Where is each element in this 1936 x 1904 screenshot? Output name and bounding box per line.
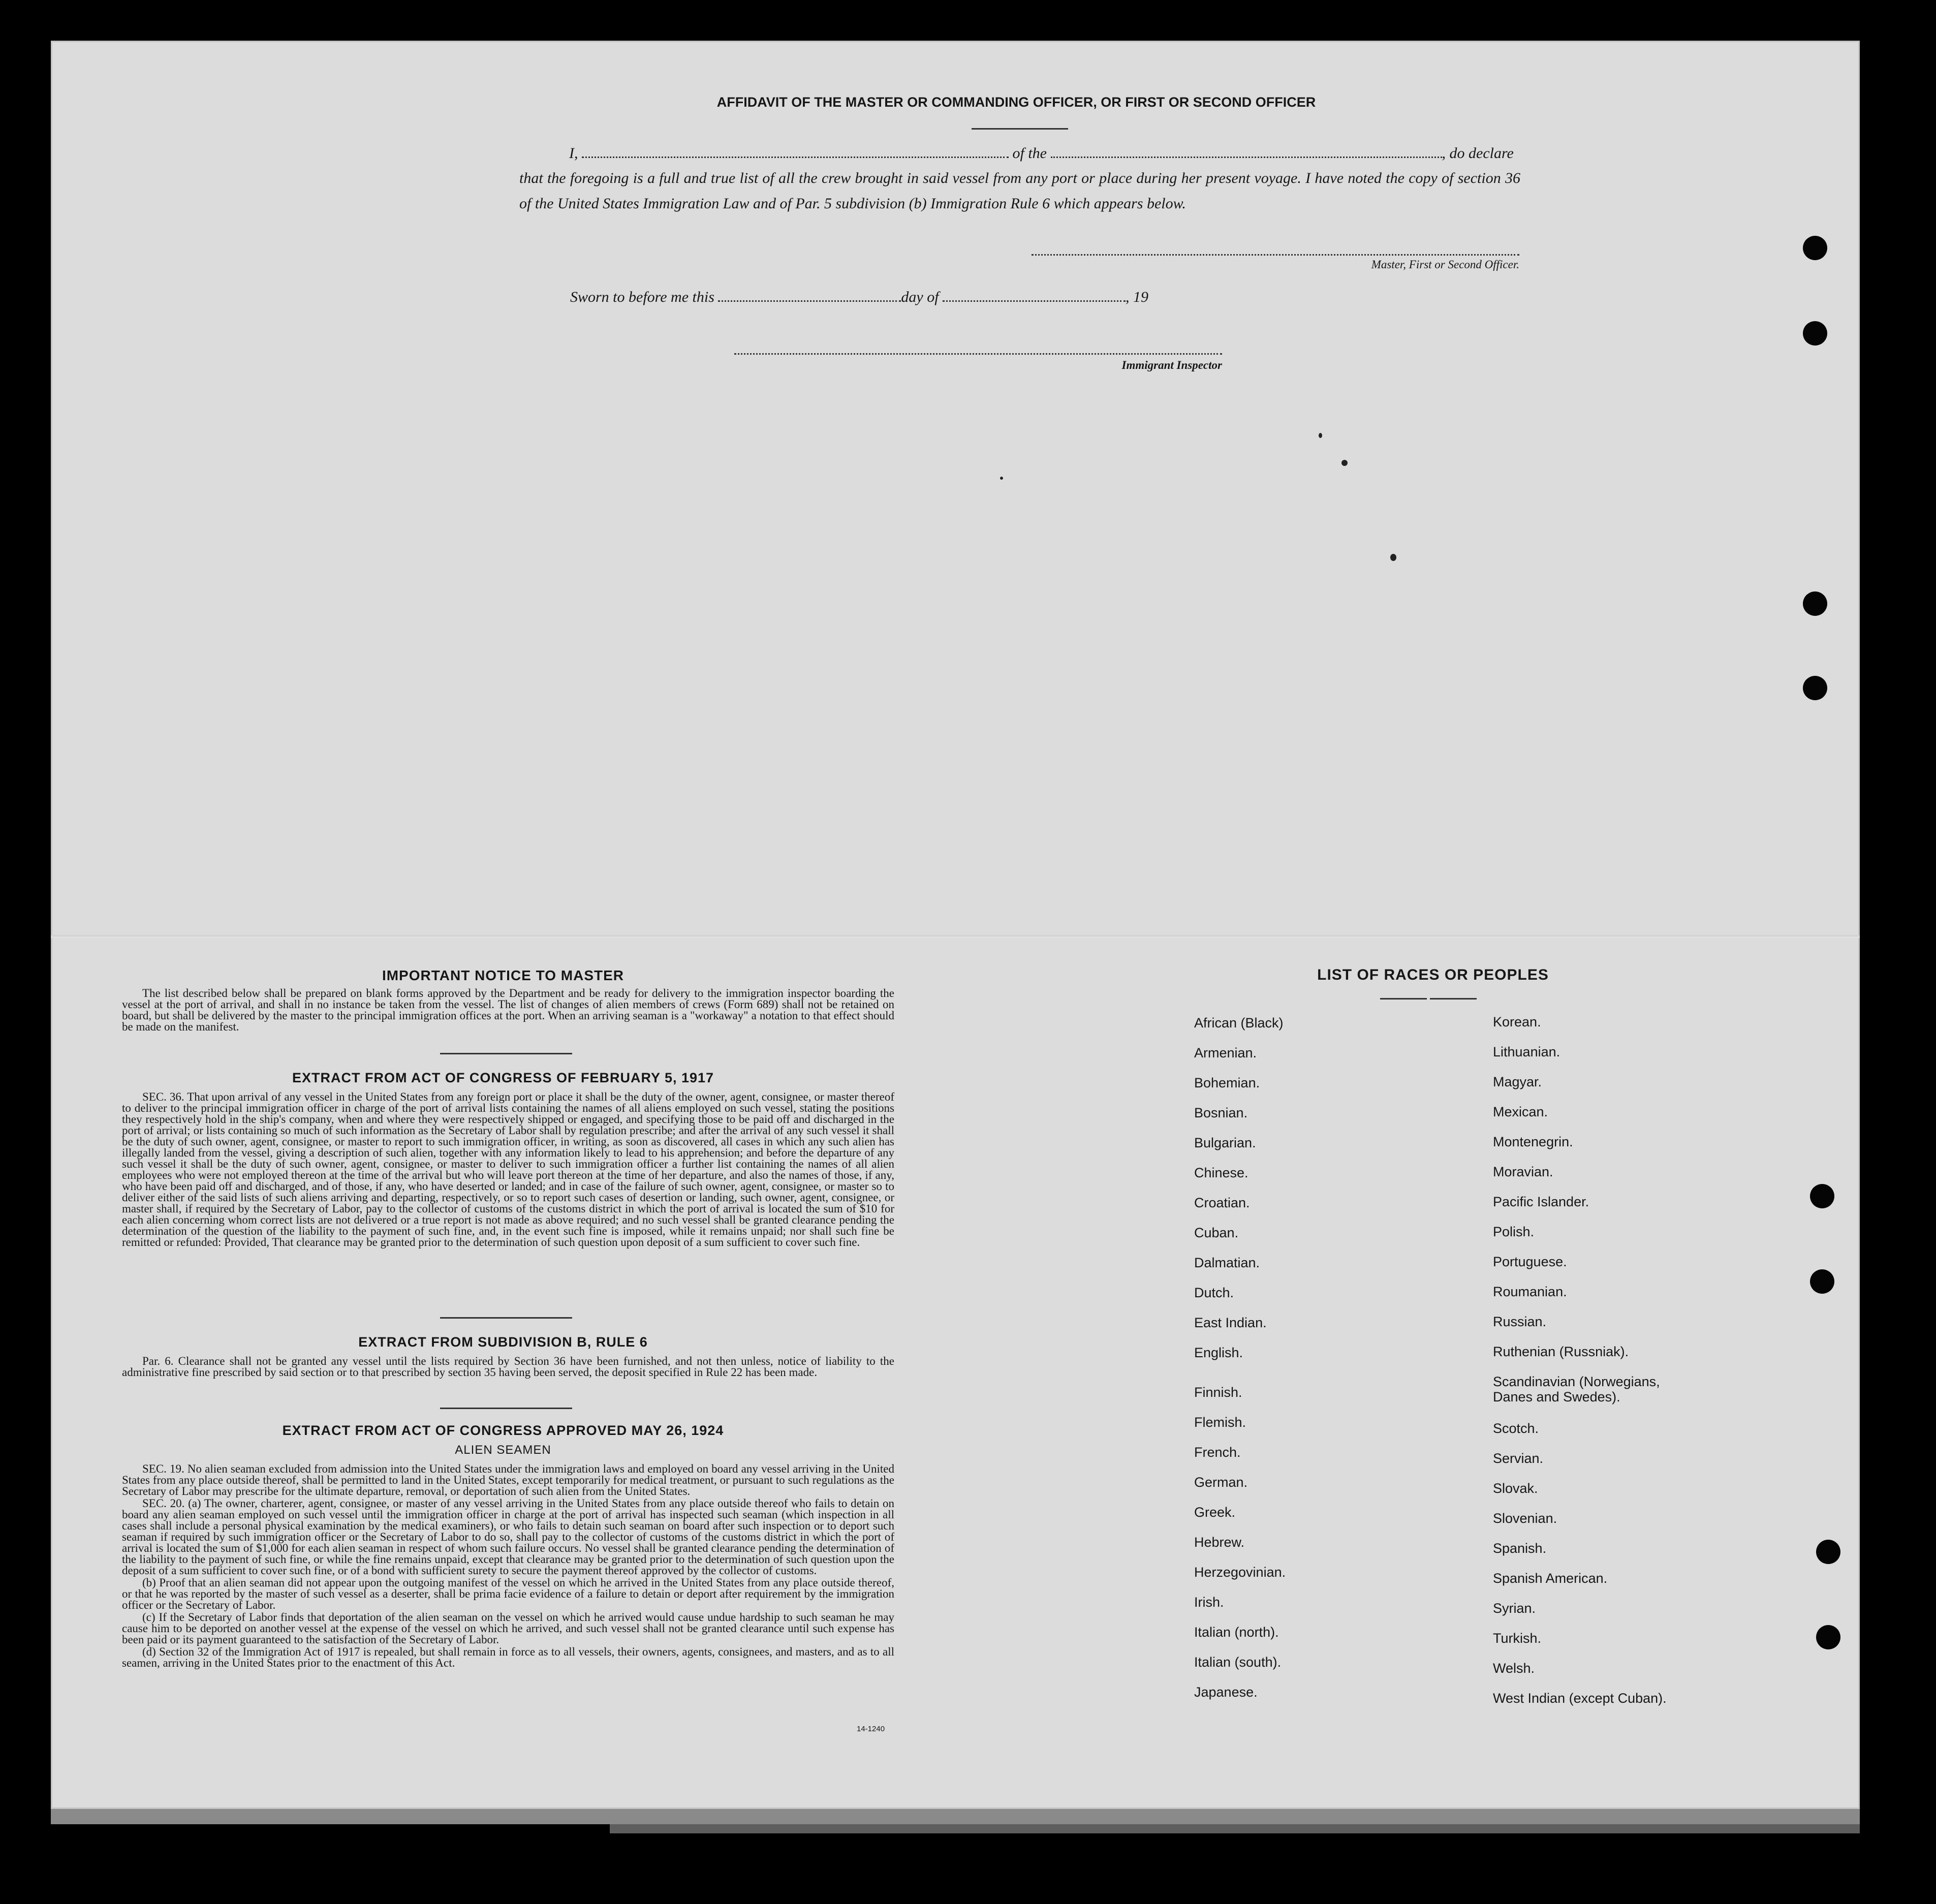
section-20a-paragraph: SEC. 20. (a) The owner, charterer, agent, consignee, or master of any vessel arriving in the United States from any place outside thereof who fails to detain on board any alien seaman employed on such vessel until the immigration officer in charge at the port of arrival has inspected such seaman (which inspection in all cases shall include a personal physical examination by the medical examiners), or who fails to detain such seaman on board after such inspection or to deport such seaman if required by such immigration officer or the Secretary of Labor to do so, shall pay to the collector of customs of the customs district in which the port of arrival is located the sum of $1,000 for each alien seaman in respect of whom such failure occurs. No vessel shall be granted clearance pending the determination of the liability to the payment of such fine, or while the fine remains unpaid, except that clearance may be granted prior to the determination of such question upon the deposit of a sum sufficient to cover such fine, or of a bond with sufficient surety to secure the payment thereof approved by the collector of customs. — [122, 1497, 894, 1577]
race-item: Magyar. — [1493, 1074, 1542, 1089]
binder-hole — [1803, 676, 1827, 700]
race-item: Armenian. — [1194, 1045, 1257, 1060]
section-19-paragraph: SEC. 19. No alien seaman excluded from admission into the United States under the immigration laws and employed on board any vessel arriving in the United States from any place outside thereof, shall be permitted to land in the United States, except temporarily for medical treatment, or pursuant to such regulations as the Secretary of Labor may prescribe for the ultimate departure, removal, or deportation of such alien from the United States. — [122, 1462, 894, 1497]
section-36-paragraph: SEC. 36. That upon arrival of any vessel in the United States from any foreign port or place it shall be the duty of the owner, agent, consignee, or master thereof to deliver to the principal immigration officer in charge of the port of arrival lists containing the names of all aliens employed on such vessel, stating the positions they respectively hold in the ship's company, when and where they were respectively shipped or engaged, and specifying those to be paid off and discharged in the port of arrival; or lists containing so much of such information as the Secretary of Labor shall by regulation prescribe; and after the arrival of any such vessel it shall be the duty of such owner, agent, consignee, or master to report to such immigration officer, in writing, as soon as discovered, all cases in which any such alien has illegally landed from the vessel, giving a description of such alien, together with any information likely to lead to his apprehension; and before the departure of any such vessel it shall be the duty of such owner, agent, consignee, or master to deliver to such immigration officer a further list containing the names of all alien employees who were not employed thereon at the time of the arrival but who will leave port thereon at the time of her departure, and also the names of those, if any, who have been paid off and discharged, and of those, if any, who have deserted or landed; and in case of the failure of such owner, agent, consignee, or master so to deliver either of the said lists of such aliens arriving and departing, respectively, or so to report such cases of desertion or landing, such owner, agent, consignee, or master shall, if required by the Secretary of Labor, pay to the collector of customs of the customs district in which the port of arrival is located the sum of $10 for each alien concerning whom correct lists are not delivered or a true report is not made as above required; and no such vessel shall be granted clearance pending the determination of the question of the liability to the payment of such fine, and, in the event such fine is imposed, while it remains unpaid; nor shall such fine be remitted or refunded: Provided, That clearance may be granted prior to the determination of such question upon deposit of a sum sufficient to cover such fine. — [122, 1090, 894, 1248]
race-item: Slovenian. — [1493, 1511, 1557, 1526]
race-item: Syrian. — [1493, 1601, 1536, 1616]
ink-speck — [1000, 477, 1003, 480]
officer-caption: Master, First or Second Officer. — [1371, 258, 1519, 271]
page-edge — [51, 1809, 1860, 1824]
race-item: Dalmatian. — [1194, 1255, 1260, 1270]
race-item: Korean. — [1493, 1014, 1541, 1029]
race-item: English. — [1194, 1345, 1243, 1360]
race-item: Montenegrin. — [1493, 1134, 1573, 1149]
race-item: German. — [1194, 1475, 1248, 1490]
race-item: Polish. — [1493, 1224, 1535, 1239]
race-item: Portuguese. — [1493, 1254, 1567, 1269]
race-item: Scotch. — [1493, 1421, 1539, 1436]
affidavit-title: AFFIDAVIT OF THE MASTER OR COMMANDING OFFICER, OR FIRST OR SECOND OFFICER — [716, 95, 1316, 110]
inspector-caption: Immigrant Inspector — [1121, 359, 1222, 371]
race-item: East Indian. — [1194, 1315, 1267, 1330]
race-item: Dutch. — [1194, 1285, 1234, 1300]
race-item: Ruthenian (Russniak). — [1493, 1344, 1629, 1359]
extract-1917-title: EXTRACT FROM ACT OF CONGRESS OF FEBRUARY 5, 1917 — [292, 1070, 714, 1085]
sworn-prefix: Sworn to before me this — [570, 289, 714, 305]
race-item: Italian (north). — [1194, 1625, 1279, 1640]
divider — [440, 1408, 572, 1409]
race-item: Russian. — [1493, 1314, 1547, 1329]
race-item: West Indian (except Cuban). — [1493, 1691, 1667, 1706]
ink-speck — [1390, 554, 1396, 561]
races-title: LIST OF RACES OR PEOPLES — [1317, 966, 1549, 983]
binder-hole — [1803, 236, 1827, 260]
notice-paragraph: The list described below shall be prepared on blank forms approved by the Department and be ready for delivery to the immigration inspector boarding the vessel at the port of arrival, and shall in no instance be taken from the vessel. The list of changes of alien members of crews (Form 689) shall not be retained on board, but shall be delivered by the master to the principal immigration offices at the port. When an arriving seaman is a "workaway" a notation to that effect should be made on the manifest. — [122, 987, 894, 1033]
race-item: Flemish. — [1194, 1415, 1246, 1430]
race-item: Bosnian. — [1194, 1105, 1248, 1120]
race-item: Bulgarian. — [1194, 1135, 1256, 1150]
declarant-name-field[interactable] — [582, 155, 1009, 158]
day-of-label: day of — [901, 289, 939, 305]
vessel-name-field[interactable] — [1051, 155, 1442, 158]
race-item: Hebrew. — [1194, 1535, 1245, 1550]
declare-suffix: , do declare — [1442, 145, 1514, 162]
races-list-right — [1493, 1014, 1818, 1721]
declarant-prefix: I, — [569, 145, 578, 162]
race-item: Greek. — [1194, 1505, 1236, 1520]
notice-text — [122, 988, 894, 1034]
race-item: Bohemian. — [1194, 1075, 1260, 1090]
race-item: Herzegovinian. — [1194, 1565, 1286, 1580]
race-item: Japanese. — [1194, 1684, 1258, 1700]
alien-seamen-subtitle: ALIEN SEAMEN — [455, 1443, 551, 1457]
race-item: Spanish. — [1493, 1541, 1547, 1556]
extract-1917-text — [122, 1091, 894, 1249]
race-item: Croatian. — [1194, 1195, 1250, 1210]
sworn-day-field[interactable] — [718, 299, 901, 302]
race-item: Servian. — [1493, 1451, 1544, 1466]
race-item: African (Black) — [1194, 1015, 1284, 1031]
paragraph-6: Par. 6. Clearance shall not be granted any vessel until the lists required by Section 36 have been furnished, and not then unless, notice of liability to the administrative fine prescribed by said section or to that prescribed by section 35 having been served, the deposit specified in Rule 22 has been made. — [122, 1355, 894, 1379]
binder-hole — [1803, 591, 1827, 616]
officer-signature-line[interactable] — [1032, 254, 1519, 256]
ink-speck — [1319, 433, 1322, 438]
extract-1924-text — [122, 1463, 894, 1670]
binder-hole — [1803, 321, 1827, 346]
race-item: Moravian. — [1493, 1164, 1553, 1179]
rule-6-title: EXTRACT FROM SUBDIVISION B, RULE 6 — [358, 1334, 648, 1350]
race-item: French. — [1194, 1445, 1241, 1460]
race-item: Scandinavian (Norwegians, Danes and Swedes). — [1493, 1374, 1660, 1404]
divider — [972, 128, 1068, 130]
divider — [1380, 998, 1427, 1000]
race-item: Cuban. — [1194, 1225, 1239, 1240]
section-20b-paragraph: (b) Proof that an alien seaman did not appear upon the outgoing manifest of the vessel on which he arrived in the United States from any place outside thereof, or that he was reported by the master of such vessel as a deserter, shall be prima facie evidence of a failure to detain or deport after requirement by the immigration officer or the Secretary of Labor. — [122, 1576, 894, 1611]
race-item: Irish. — [1194, 1595, 1224, 1610]
divider — [440, 1317, 572, 1319]
race-item: Lithuanian. — [1493, 1044, 1560, 1059]
form-number: 14-1240 — [857, 1725, 885, 1733]
section-20c-paragraph: (c) If the Secretary of Labor finds that deportation of the alien seaman on the vessel on which he arrived would cause undue hardship to such seaman he may cause him to be deported on another vessel at the expense of the vessel on which he arrived, and such vessel shall not be granted clearance until such expense has been paid or its payment guaranteed to the satisfaction of the Secretary of Labor. — [122, 1611, 894, 1646]
declarant-line — [569, 145, 1524, 162]
notice-title: IMPORTANT NOTICE TO MASTER — [382, 967, 624, 983]
binder-hole — [1816, 1625, 1840, 1649]
race-item: Pacific Islander. — [1493, 1194, 1589, 1209]
section-20d-paragraph: (d) Section 32 of the Immigration Act of 1917 is repealed, but shall remain in force as to all vessels, their owners, agents, consignees, and masters, and as to all seamen, arriving in the United States prior to the enactment of this Act. — [122, 1645, 894, 1669]
sworn-line — [570, 289, 1231, 306]
race-item: Roumanian. — [1493, 1284, 1567, 1299]
race-item: Spanish American. — [1493, 1571, 1608, 1586]
extract-1924-title: EXTRACT FROM ACT OF CONGRESS APPROVED MAY 26, 1924 — [282, 1423, 724, 1438]
race-item: Mexican. — [1493, 1104, 1548, 1119]
binder-hole — [1816, 1540, 1840, 1564]
vessel-prefix: of the — [1012, 145, 1047, 162]
page-edge-lower — [610, 1824, 1860, 1833]
divider — [440, 1053, 572, 1054]
race-item: Turkish. — [1493, 1631, 1542, 1646]
sworn-month-field[interactable] — [943, 299, 1126, 302]
race-item: Chinese. — [1194, 1165, 1248, 1180]
rule-6-text — [122, 1356, 894, 1379]
ink-speck — [1341, 460, 1348, 466]
divider — [1430, 998, 1477, 1000]
race-item: Slovak. — [1493, 1481, 1538, 1496]
year-prefix: , 19 — [1126, 289, 1149, 305]
race-item: Welsh. — [1493, 1661, 1535, 1676]
races-list-left — [1194, 1015, 1499, 1714]
race-item: Finnish. — [1194, 1385, 1242, 1400]
race-item: Italian (south). — [1194, 1655, 1282, 1670]
inspector-signature-line[interactable] — [734, 353, 1222, 355]
affidavit-paragraph: that the foregoing is a full and true list of all the crew brought in said vessel from any port or place during her present voyage. I have noted the copy of section 36 of the United States Immigration Law and of Par. 5 subdivision (b) Immigration Rule 6 which appears below. — [519, 170, 1520, 212]
